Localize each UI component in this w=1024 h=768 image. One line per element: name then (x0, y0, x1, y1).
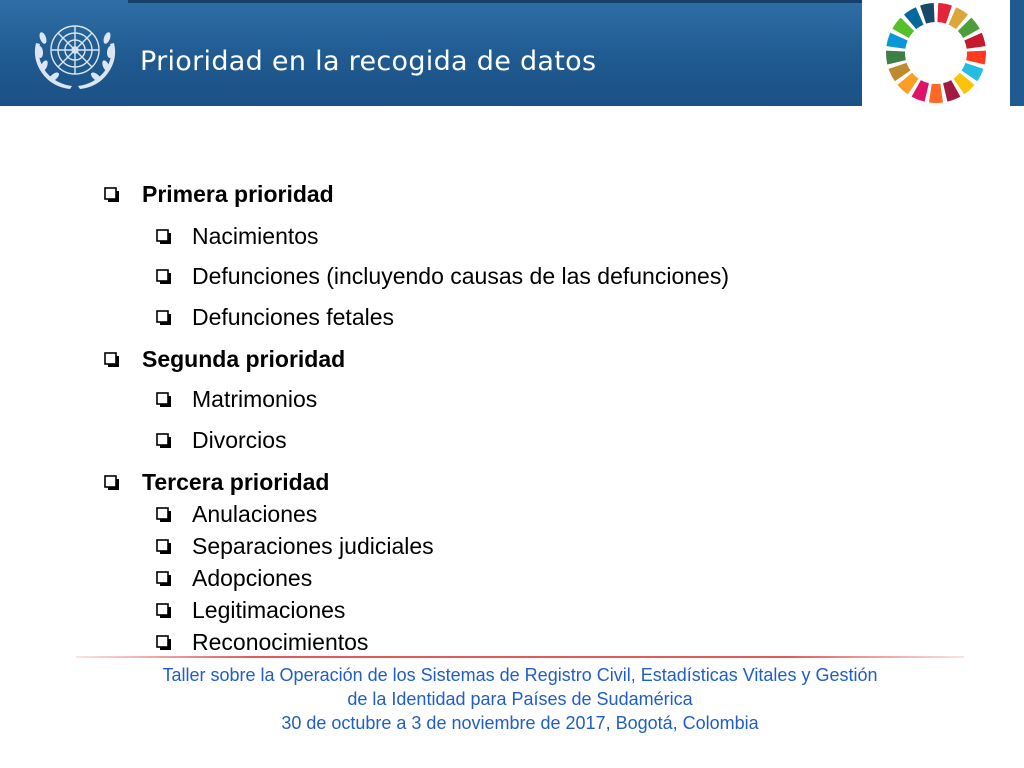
list-item-label: Separaciones judiciales (192, 533, 434, 559)
footer-line-1: Taller sobre la Operación de los Sistemas de Registro Civil, Estadísticas Vitales y Gestión (162, 665, 878, 685)
list-item-label: Adopciones (192, 565, 313, 591)
checkbox-square-icon (104, 475, 118, 489)
list-item-label: Anulaciones (192, 501, 318, 527)
list-item (156, 427, 287, 454)
list-item (156, 533, 434, 560)
page-title: Prioridad en la recogida de datos (140, 46, 597, 77)
checkbox-square-icon (104, 352, 118, 366)
list-item-label: Defunciones (incluyendo causas de las defunciones) (192, 263, 729, 289)
footer-divider (76, 656, 964, 658)
list-item (156, 386, 317, 413)
checkbox-square-icon (156, 539, 170, 553)
priority-heading (104, 346, 345, 373)
priority-heading-label: Tercera prioridad (142, 469, 330, 495)
list-item-label: Nacimientos (192, 223, 319, 249)
list-item (156, 263, 729, 290)
checkbox-square-icon (156, 433, 170, 447)
list-item (156, 304, 394, 331)
list-item (156, 629, 368, 656)
checkbox-square-icon (156, 571, 170, 585)
checkbox-square-icon (156, 310, 170, 324)
checkbox-square-icon (156, 229, 170, 243)
checkbox-square-icon (156, 269, 170, 283)
list-item-label: Defunciones fetales (192, 304, 395, 330)
footer-line-2: de la Identidad para Países de Sudamérica (347, 689, 693, 709)
footer-line-3: 30 de octubre a 3 de noviembre de 2017, Bogotá, Colombia (281, 713, 759, 733)
list-item (156, 565, 312, 592)
checkbox-square-icon (156, 392, 170, 406)
list-item (156, 223, 319, 250)
checkbox-square-icon (104, 187, 118, 201)
priority-heading (104, 181, 334, 208)
list-item-label: Legitimaciones (192, 597, 346, 623)
list-item (156, 501, 317, 528)
list-item (156, 597, 345, 624)
priority-heading (104, 469, 329, 496)
list-item-label: Reconocimientos (192, 629, 369, 655)
checkbox-square-icon (156, 603, 170, 617)
checkbox-square-icon (156, 635, 170, 649)
checkbox-square-icon (156, 507, 170, 521)
list-item-label: Divorcios (192, 427, 287, 453)
list-item-label: Matrimonios (192, 386, 318, 412)
priority-heading-label: Primera prioridad (142, 181, 334, 207)
priority-heading-label: Segunda prioridad (142, 346, 346, 372)
